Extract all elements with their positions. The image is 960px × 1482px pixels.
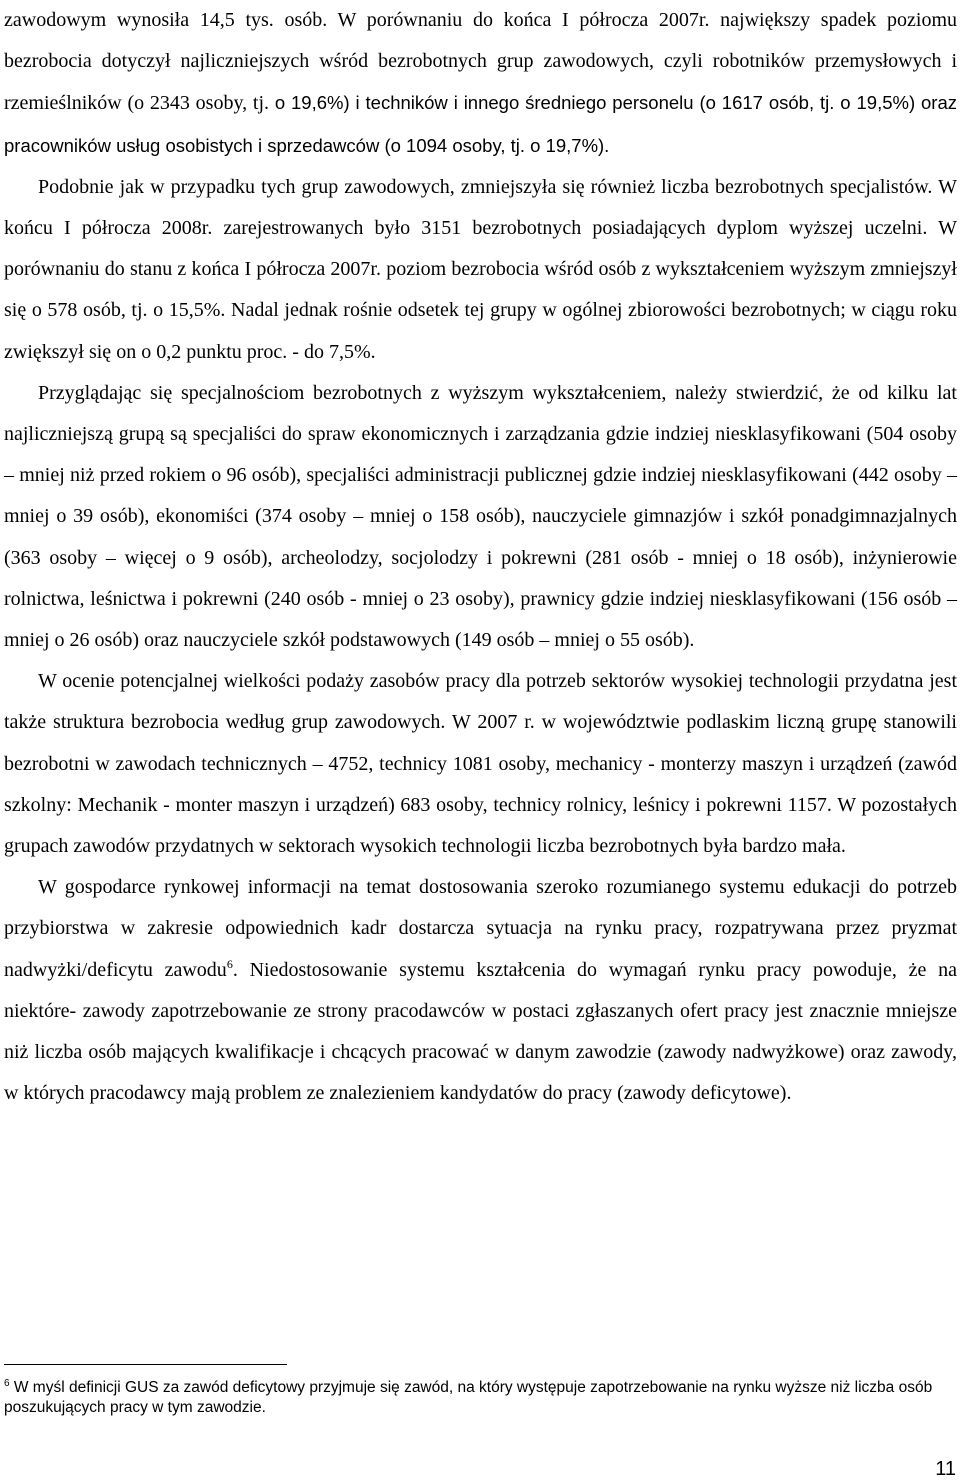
footnote-reference[interactable]: 6 — [226, 956, 233, 971]
footnote-number: 6 — [4, 1378, 10, 1389]
paragraph-high-tech: W ocenie potencjalnej wielkości podaży zasobów pracy dla potrzeb sektorów wysokiej technologii przydatna jest także struktura bezrobocia według grup zawodowych. W 2007 r. w województwie podlaskim liczną grupę stanowili bezrobotni w zawodach technicznych – 4752, technicy 1081 osoby, mechanicy - monterzy maszyn i urządzeń (zawód szkolny: Mechanik - monter maszyn i urządzeń) 683 osoby, technicy rolnicy, leśnicy i pokrewni 1157. W pozostałych grupach zawodów przydatnych w sektorach wysokich technologii liczba bezrobotnych była bardzo mała. — [4, 670, 957, 858]
paragraph-market-economy — [4, 867, 957, 1114]
document-page — [4, 0, 957, 1114]
paragraph-specialists: Podobnie jak w przypadku tych grup zawodowych, zmniejszyła się również liczba bezrobotnych specjalistów. W końcu I półrocza 2008r. zarejestrowanych było 3151 bezrobotnych posiadających dyplom wyższej uczelni. W porównaniu do stanu z końca I półrocza 2007r. poziom bezrobocia wśród osób z wykształceniem wyższym zmniejszył się o 578 osób, tj. o 15,5%. Nadal jednak rośnie odsetek tej grupy w ogólnej zbiorowości bezrobotnych; w ciągu roku zwiększył się on o 0,2 punktu proc. - do 7,5%. — [4, 175, 957, 363]
footnote-separator — [4, 1364, 287, 1365]
paragraph-unemployment-by-occupation — [4, 0, 957, 167]
paragraph-text-after-ref: . Niedostosowanie systemu kształcenia do wymagań rynku pracy powoduje, że na niektóre- zawody zapotrzebowanie ze strony pracodawców w postaci zgłaszanych ofert pracy jest znacznie mniejsze niż liczba osób mających kwalifikacje i chcących pracować w danym zawodzie (zawody nadwyżkowe) oraz zawody, w których pracodawcy mają problem ze znalezieniem kandydatów do pracy (zawody deficytowe). — [4, 958, 957, 1105]
paragraph-text-sans: o 19,6%) i techników i innego średniego personelu (o 1617 osób, tj. o 19,5%) oraz pracowników usług osobistych i sprzedawców (o 1094 osoby, tj. o 19,7%). — [4, 92, 957, 156]
paragraph-specialties: Przyglądając się specjalnościom bezrobotnych z wyższym wykształceniem, należy stwierdzić, że od kilku lat najliczniejszą grupą są specjaliści do spraw ekonomicznych i zarządzania gdzie indziej niesklasyfikowani (504 osoby – mniej niż przed rokiem o 96 osób), specjaliści administracji publicznej gdzie indziej niesklasyfikowani (442 osoby – mniej o 39 osób), ekonomiści (374 osoby – mniej o 158 osób), nauczyciele gimnazjów i szkół ponadgimnazjalnych (363 osoby – więcej o 9 osób), archeolodzy, socjolodzy i pokrewni (281 osób - mniej o 18 osób), inżynierowie rolnictwa, leśnictwa i pokrewni (240 osób - mniej o 23 osoby), prawnicy gdzie indziej niesklasyfikowani (156 osób – mniej o 26 osób) oraz nauczyciele szkół podstawowych (149 osób – mniej o 55 osób). — [4, 381, 957, 652]
footnote-text: W myśl definicji GUS za zawód deficytowy przyjmuje się zawód, na który występuje zapotrzebowanie na rynku wyższe niż liczba osób poszukujących pracy w tym zawodzie. — [4, 1379, 933, 1416]
paragraph-text-serif: zawodowym wynosiła 14,5 tys. osób. W porównaniu do końca I półrocza 2007r. największy spadek poziomu bezrobocia dotyczył najliczniejszych wśród bezrobotnych grup zawodowych, czyli robotników przemysłowych i rzemieślników (o 2343 osoby, tj. — [4, 9, 957, 115]
paragraph-text-before-ref: W gospodarce rynkowej informacji na temat dostosowania szeroko rozumianego systemu edukacji do potrzeb przybiorstwa w zakresie odpowiednich kadr dostarcza sytuacja na rynku pracy, rozpatrywana przez pryzmat nadwyżki/deficytu zawodu — [4, 876, 957, 981]
footnote — [4, 1378, 944, 1418]
page-number: 11 — [935, 1458, 956, 1480]
